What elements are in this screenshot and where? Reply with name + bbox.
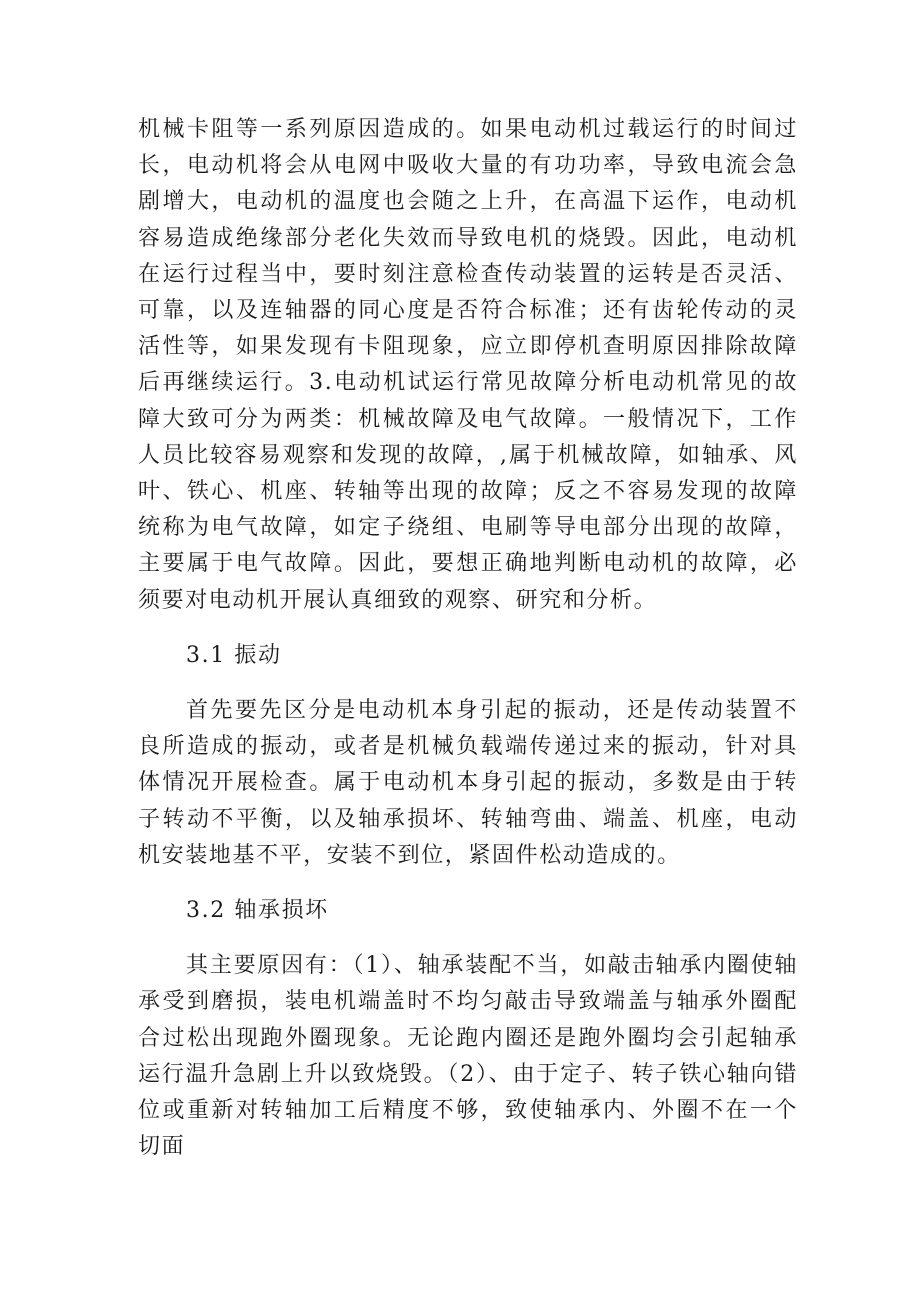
section-heading-bearing-damage: 3.2 轴承损坏 xyxy=(186,898,329,924)
paragraph-bearing-damage: 其主要原因有：（1）、轴承装配不当，如敲击轴承内圈使轴承受到磨损，装电机端盖时不均匀敲击导致端盖与轴承外圈配合过松出现跑外圈现象。无论跑内圈还是跑外圈均会引起轴承运行温升急剧上升以致烧毁。（2）、由于定子、转子铁心轴向错位或重新对转轴加工后精度不够，致使轴承内、外圈不在一个切面 xyxy=(138,953,798,1160)
section-heading-vibration: 3.1 振动 xyxy=(186,642,282,668)
paragraph-motor-overload: 机械卡阻等一系列原因造成的。如果电动机过载运行的时间过长，电动机将会从电网中吸收大量的有功功率，导致电流会急剧增大，电动机的温度也会随之上升，在高温下运作，电动机容易造成绝缘部分老化失效而导致电机的烧毁。因此，电动机在运行过程当中，要时刻注意检查传动装置的运转是否灵活、可靠，以及连轴器的同心度是否符合标准；还有齿轮传动的灵活性等，如果发现有卡阻现象，应立即停机查明原因排除故障后再继续运行。3.电动机试运行常见故障分析电动机常见的故障大致可分为两类：机械故障及电气故障。一般情况下，工作人员比较容易观察和发现的故障，,属于机械故障，如轴承、风叶、铁心、机座、转轴等出现的故障；反之不容易发现的故障统称为电气故障，如定子绕组、电刷等导电部分出现的故障，主要属于电气故障。因此，要想正确地判断电动机的故障，必须要对电动机开展认真细致的观察、研究和分析。 xyxy=(138,117,798,613)
document-body xyxy=(138,112,798,1165)
paragraph-vibration: 首先要先区分是电动机本身引起的振动，还是传动装置不良所造成的振动，或者是机械负载端传递过来的振动，针对具体情况开展检查。属于电动机本身引起的振动，多数是由于转子转动不平衡，以及轴承损坏、转轴弯曲、端盖、机座，电动机安装地基不平，安装不到位，紧固件松动造成的。 xyxy=(138,698,798,868)
